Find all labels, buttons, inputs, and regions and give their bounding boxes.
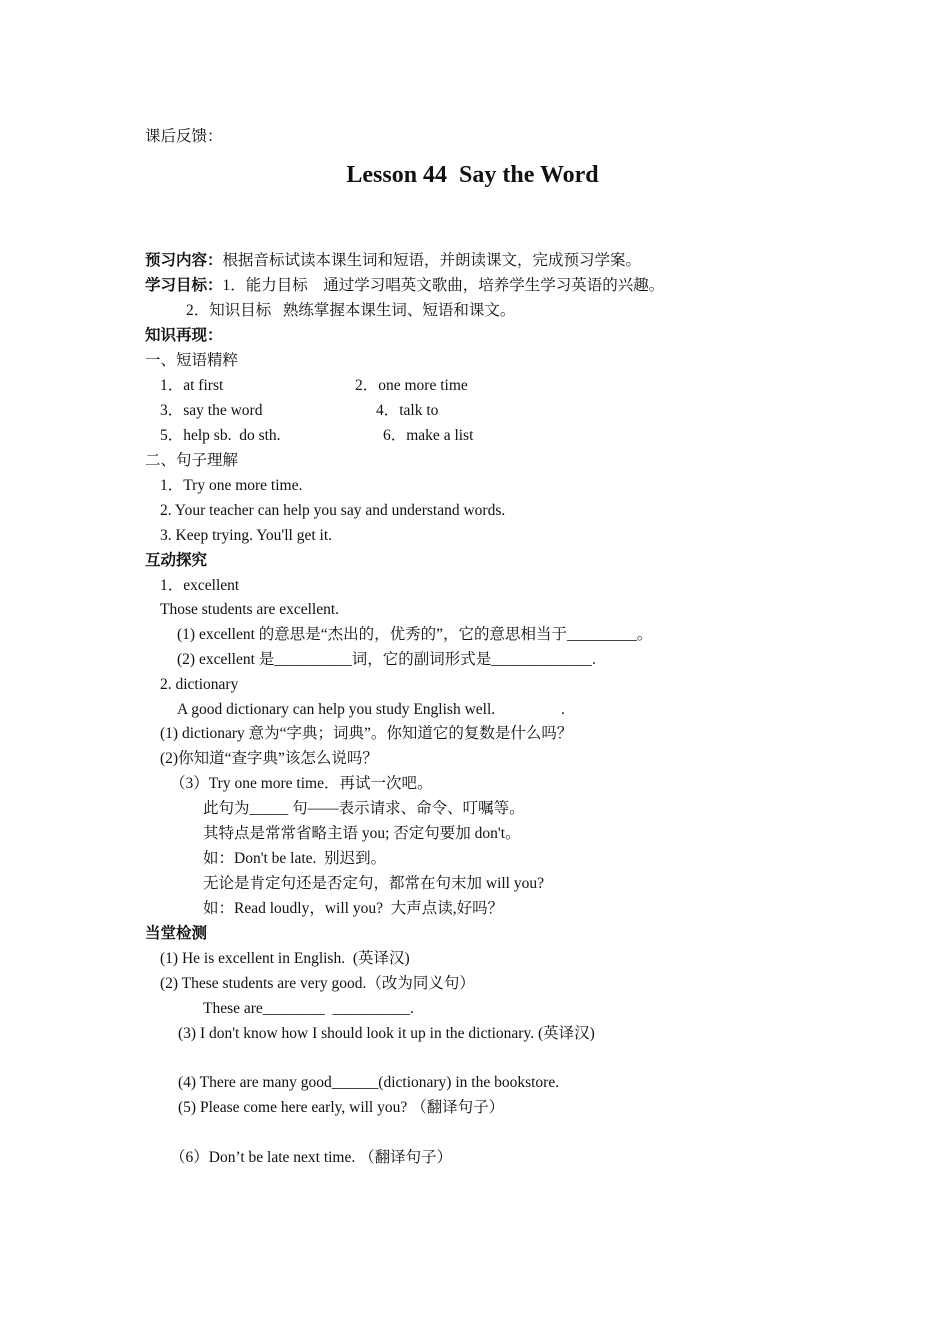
explore-line: 2. dictionary: [160, 676, 239, 693]
check-line: (3) I don't know how I should look it up in the dictionary. (英译汉): [178, 1025, 595, 1042]
sentence-item: 3. Keep trying. You'll get it.: [160, 527, 332, 544]
knowledge-heading: 知识再现：: [145, 327, 223, 344]
explore-line: (2) excellent 是__________词，它的副词形式是_____________.: [177, 651, 596, 668]
phrase-item: 1．at first: [160, 377, 224, 394]
check-line: (4) There are many good______(dictionary) in the bookstore.: [178, 1074, 560, 1091]
phrase-item: 3．say the word: [160, 402, 263, 419]
explore-line: （3）Try one more time．再试一次吧。: [170, 775, 433, 792]
check-line: （6）Don’t be late next time. （翻译句子）: [170, 1149, 453, 1166]
phrase-item: 4．talk to: [376, 402, 439, 419]
check-line: (2) These students are very good.（改为同义句）: [160, 975, 475, 992]
phrase-item: 6．make a list: [383, 427, 474, 444]
explore-line: A good dictionary can help you study English well. .: [177, 701, 565, 718]
phrase-item: 5．help sb. do sth.: [160, 427, 281, 444]
explore-line: (1) dictionary 意为“字典；词典”。你知道它的复数是什么吗？: [160, 725, 573, 742]
sentence-item: 2. Your teacher can help you say and understand words.: [160, 502, 506, 519]
goals-label: 学习目标：: [145, 277, 223, 294]
explore-line: (1) excellent 的意思是“杰出的，优秀的”，它的意思相当于_________。: [177, 626, 653, 643]
check-heading: 当堂检测: [145, 925, 208, 942]
explore-heading: 互动探究: [145, 552, 208, 569]
check-line: (1) He is excellent in English. (英译汉): [160, 950, 410, 967]
explore-line: 此句为_____ 句——表示请求、命令、叮嘱等。: [203, 800, 525, 817]
check-line: (5) Please come here early, will you? （翻译句子）: [178, 1099, 505, 1116]
sentences-heading: 二、句子理解: [145, 452, 239, 469]
sentence-item: 1．Try one more time.: [160, 477, 303, 494]
explore-line: 无论是肯定句还是否定句，都常在句末加 will you?: [203, 875, 544, 892]
preview-text: 根据音标试读本课生词和短语，并朗读课文，完成预习学案。: [222, 252, 642, 269]
explore-line: 1．excellent: [160, 577, 240, 594]
lesson-title: Lesson 44 Say the Word: [346, 162, 599, 188]
preview-label: 预习内容：: [145, 252, 223, 269]
explore-line: 如：Don't be late. 别迟到。: [203, 850, 387, 867]
explore-line: 如：Read loudly，will you? 大声点读,好吗？: [203, 900, 504, 917]
explore-line: (2)你知道“查字典”该怎么说吗？: [160, 750, 378, 767]
check-line: These are________ __________.: [203, 1000, 414, 1017]
phrases-heading: 一、短语精粹: [145, 352, 239, 369]
preview-line: [145, 251, 641, 271]
goals-line-1: [145, 276, 664, 296]
feedback-label: 课后反馈：: [145, 128, 223, 145]
explore-line: Those students are excellent.: [160, 601, 340, 618]
explore-line: 其特点是常常省略主语 you; 否定句要加 don't。: [203, 825, 521, 842]
goals-text-1: 1．能力目标 通过学习唱英文歌曲，培养学生学习英语的兴趣。: [222, 277, 665, 294]
goals-line-2: 2．知识目标 熟练掌握本课生词、短语和课文。: [186, 302, 516, 319]
phrase-item: 2．one more time: [355, 377, 468, 394]
